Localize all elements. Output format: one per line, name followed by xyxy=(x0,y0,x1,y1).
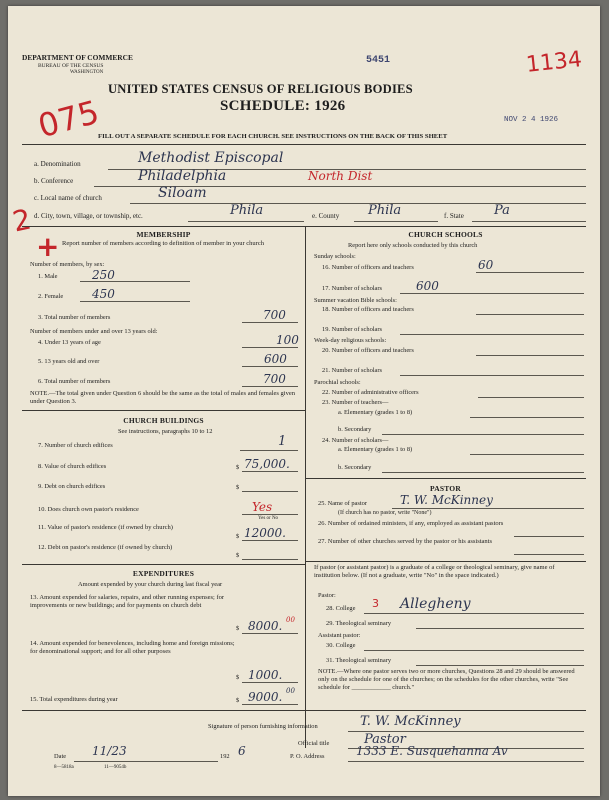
members-by-sex-label: Number of members, by sex: xyxy=(30,261,105,268)
conference-district-note: North Dist xyxy=(308,169,373,183)
schools-intro: Report here only schools conducted by this church xyxy=(348,242,478,249)
scholars-elementary-label: a. Elementary (grades 1 to 8) xyxy=(338,446,413,453)
total-members-2-value: 700 xyxy=(263,372,286,386)
age-breakdown-label: Number of members under and over 13 years old: xyxy=(30,328,158,335)
year-prefix: 192 xyxy=(220,753,230,760)
summer-schools-label: Summer vacation Bible schools: xyxy=(314,297,397,304)
parochial-schools-label: Parochial schools: xyxy=(314,379,361,386)
expenditures-intro: Amount expended by your church during last fiscal year xyxy=(78,581,223,588)
form-instruction: FILL OUT A SEPARATE SCHEDULE FOR EACH CHURCH. SEE INSTRUCTIONS ON THE BACK OF THIS SHEET xyxy=(98,133,448,140)
expenditures-heading: EXPENDITURES xyxy=(132,569,195,578)
male-label: 1. Male xyxy=(38,273,58,280)
church-name-label: c. Local name of church xyxy=(34,194,102,202)
state-label: f. State xyxy=(444,212,464,220)
department-name: DEPARTMENT OF COMMERCE xyxy=(22,53,133,62)
red-code-right: 1134 xyxy=(524,47,584,78)
seminary-label: 29. Theological seminary xyxy=(326,620,392,627)
date-value: 11/23 xyxy=(92,744,127,758)
over-13-value: 600 xyxy=(264,352,287,366)
city-label: d. City, town, village, or township, etc. xyxy=(34,212,143,220)
weekday-scholars-label: 21. Number of scholars xyxy=(322,367,382,374)
church-name-value: Siloam xyxy=(158,185,207,201)
owns-residence-value: Yes xyxy=(252,500,273,514)
female-value: 450 xyxy=(92,287,115,301)
pastor-name-hint: (If church has no pastor, write "None") xyxy=(338,510,432,516)
conference-label: b. Conference xyxy=(34,177,74,185)
official-title-value: Pastor xyxy=(364,732,406,747)
total-members-value: 700 xyxy=(263,308,286,322)
other-churches-label: 27. Number of other churches served by the pastor or his assistants xyxy=(318,538,493,545)
form-serial-number: 5451 xyxy=(366,55,391,66)
owns-residence-label: 10. Does church own pastor's residence xyxy=(38,506,139,513)
benevolences-label: 14. Amount expended for benevolences, including home and foreign missions; for denominational support; and for all other purposes xyxy=(30,640,235,655)
yes-no-hint: Yes or No xyxy=(258,516,279,521)
total-members-2-label: 6. Total number of members xyxy=(38,378,111,385)
red-code-left: 075 xyxy=(34,92,103,146)
denomination-label: a. Denomination xyxy=(34,160,81,168)
county-label: e. County xyxy=(312,212,340,220)
address-label: P. O. Address xyxy=(290,753,325,760)
pastor-name-label: 25. Name of pastor xyxy=(318,500,367,507)
scholars-secondary-label: b. Secondary xyxy=(338,464,372,471)
residence-value: 12000. xyxy=(244,526,286,540)
edifice-value: 75,000. xyxy=(244,457,290,471)
buildings-intro: See instructions, paragraphs 10 to 12 xyxy=(118,428,213,435)
assistant-college-label: 30. College xyxy=(326,642,356,649)
parochial-teachers-label: 23. Number of teachers— xyxy=(322,399,389,406)
college-label: 28. College xyxy=(326,605,356,612)
edifice-value-label: 8. Value of church edifices xyxy=(38,463,107,470)
header-rule xyxy=(22,144,586,145)
teachers-elementary-label: a. Elementary (grades 1 to 8) xyxy=(338,409,413,416)
signature-label: Signature of person furnishing information xyxy=(208,723,318,730)
denomination-value: Methodist Episcopal xyxy=(138,150,284,166)
weekday-schools-label: Week-day religious schools: xyxy=(314,337,387,344)
buildings-heading: CHURCH BUILDINGS xyxy=(123,416,204,425)
college-intro: If pastor (or assistant pastor) is a graduate of a college or theological seminary, give name of institution below. (If not a graduate, write "No" in the space indicated.) xyxy=(314,564,555,579)
sunday-scholars-label: 17. Number of scholars xyxy=(322,285,382,292)
teachers-secondary-label: b. Secondary xyxy=(338,426,372,433)
pastor-heading: PASTOR xyxy=(430,484,461,493)
under-13-value: 100 xyxy=(276,333,299,347)
total-expenditures-cents: 00 xyxy=(286,687,295,695)
male-value: 250 xyxy=(92,268,115,282)
residence-value-label: 11. Value of pastor's residence (if owned by church) xyxy=(38,524,173,531)
red-cross-mark: + xyxy=(36,230,60,263)
running-expenses-label: 13. Amount expended for salaries, repairs, and other running expenses; for improvements or new buildings; and for payments on church debt xyxy=(30,594,225,609)
bureau-name: BUREAU OF THE CENSUS xyxy=(38,63,104,69)
under-13-label: 4. Under 13 years of age xyxy=(38,339,101,346)
over-13-label: 5. 13 years old and over xyxy=(38,358,100,365)
address-value: 1333 E. Susquehanna Av xyxy=(356,744,508,758)
membership-intro: Report number of members according to definition of member in your church xyxy=(62,240,264,247)
sunday-officers-label: 16. Number of officers and teachers xyxy=(322,264,414,271)
college-value: Allegheny xyxy=(400,596,471,612)
church-edifices-value: 1 xyxy=(278,434,287,449)
summer-scholars-label: 19. Number of scholars xyxy=(322,326,382,333)
edifice-debt-label: 9. Debt on church edifices xyxy=(38,483,106,490)
running-expenses-cents: 00 xyxy=(286,616,295,624)
date-label: Date xyxy=(54,753,67,760)
pastor-note: NOTE.—Where one pastor serves two or more churches, Questions 28 and 29 should be answered only on the schedule for one of the churches; on the schedules for the other churches, write "See schedule for ____________ church." xyxy=(318,668,575,691)
benevolences-value: 1000. xyxy=(248,668,283,682)
conference-value: Philadelphia xyxy=(138,168,227,184)
assistant-pastor-sub-label: Assistant pastor: xyxy=(318,632,361,639)
form-title: UNITED STATES CENSUS OF RELIGIOUS BODIES xyxy=(108,82,413,96)
bureau-city: WASHINGTON xyxy=(70,70,104,75)
sunday-officers-value: 60 xyxy=(478,258,494,272)
pastor-sub-label: Pastor: xyxy=(318,592,336,599)
running-expenses-value: 8000. xyxy=(248,619,283,633)
residence-debt-label: 12. Debt on pastor's residence (if owned by church) xyxy=(38,544,173,551)
assistant-pastors-label: 26. Number of ordained ministers, if any, employed as assistant pastors xyxy=(318,520,504,527)
city-value: Phila xyxy=(230,203,264,218)
sunday-scholars-value: 600 xyxy=(416,279,439,293)
print-code-2: 11—9054b xyxy=(104,765,127,770)
red-margin-mark: 2 xyxy=(9,202,35,239)
weekday-officers-label: 20. Number of officers and teachers xyxy=(322,347,414,354)
parochial-admin-label: 22. Number of administrative officers xyxy=(322,389,419,396)
summer-officers-label: 18. Number of officers and teachers xyxy=(322,306,414,313)
state-value: Pa xyxy=(494,203,510,218)
county-value: Phila xyxy=(368,203,402,218)
print-code-1: 8—5818a xyxy=(54,765,74,770)
membership-note: NOTE.—The total given under Question 6 should be the same as the total of males and females given under Question 3. xyxy=(30,390,295,405)
census-form-sheet: DEPARTMENT OF COMMERCE BUREAU OF THE CENSUS WASHINGTON 5451 UNITED STATES CENSUS OF RELIGIOUS BODIES SCHEDULE: 1926 NOV 2 4 1926 FILL OUT A SEPARATE SCHEDULE FOR EACH CHURCH. SEE INSTRUCTIONS ON THE BACK OF THIS SHEET 075 1134 2 + a. Denomination Methodist Episcopal b. Conference Philadelphia North Dist c. Local name of church Siloam d. City, town, village, or township, etc. Phila e. County Phila f. State Pa MEMBERSHIP Report number of members according to definition of member in your church Number of members, by sex: 1. Male 250 2. Female 450 3. Total number of members 700 Number of members under and over 13 years old: 4. Under 13 years of age 100 5. 13 years old and over 600 6. Total number of members 700 NOTE.—The total given under Question 6 should be the same as the total of males and females given under Question 3. CHURCH BUILDINGS See instructions, paragraphs 10 to 12 7. Number of church edifices 1 8. Value of church edifices $ 75,000. 9. Debt on church edifices $ 10. Does church own pastor's residence Yes Yes or No 11. Value of pastor's residence (if owned by church) $ 12000. 12. Debt on pastor's residence (if owned by church) $ EXPENDITURES Amount expended by your church during last fiscal year 13. Amount expended for salaries, repairs, and other running expenses; for improvements or new buildings; and for payments on church debt $ 8000. 00 14. Amount expended for benevolences, including home and foreign missions; for denominational support; and for all other purposes $ 1000. 15. Total expenditures during year $ 9000. 00 CHURCH SCHOOLS Report here only schools conducted by this church Sunday schools: 16. Number of officers and teachers 60 17. Number of scholars 600 Summer vacation Bible schools: 18. Number of officers and teachers 19. Number of scholars Week-day religious schools: 20. Number of officers and teachers 21. Number of scholars Parochial schools: 22. Number of administrative officers 23. Number of teachers— a. Elementary (grades 1 to 8) b. Secondary 24. Number of scholars— a. Elementary (grades 1 to 8) b. Secondary PASTOR 25. Name of pastor T. W. McKinney (If church has no pastor, write "None") 26. Number of ordained ministers, if any, employed as assistant pastors 27. Number of other churches served by the pastor or his assistants If pastor (or assistant pastor) is a graduate of a college or theological seminary, give name of institution below. (If not a graduate, write "No" in the space indicated.) Pastor: 28. College Allegheny 3 29. Theological seminary Assistant pastor: 30. College 31. Theological seminary NOTE.—Where one pastor serves two or more churches, Questions 28 and 29 should be answered only on the schedule for one of the churches; on the schedules for the other churches, write "See schedule for ____________ church." Signature of person furnishing information T. W. McKinney Official title Pastor Date 11/23 192 6 P. O. Address 1333 E. Susquehanna Av 8—5818a 11—9054b xyxy=(8,6,600,796)
total-members-label: 3. Total number of members xyxy=(38,314,111,321)
pastor-name-value: T. W. McKinney xyxy=(400,493,493,507)
signature-value: T. W. McKinney xyxy=(360,714,461,729)
received-date-stamp: NOV 2 4 1926 xyxy=(504,116,559,124)
official-title-label: Official title xyxy=(298,740,330,747)
total-expenditures-value: 9000. xyxy=(248,690,283,704)
total-expenditures-label: 15. Total expenditures during year xyxy=(30,696,118,703)
year-value: 6 xyxy=(238,744,246,758)
schedule-title: SCHEDULE: 1926 xyxy=(220,98,346,114)
schools-heading: CHURCH SCHOOLS xyxy=(408,230,483,239)
church-edifices-label: 7. Number of church edifices xyxy=(38,442,113,449)
parochial-scholars-label: 24. Number of scholars— xyxy=(322,437,389,444)
sunday-schools-label: Sunday schools: xyxy=(314,253,356,260)
female-label: 2. Female xyxy=(38,293,64,300)
assistant-seminary-label: 31. Theological seminary xyxy=(326,657,392,664)
membership-heading: MEMBERSHIP xyxy=(136,230,191,239)
